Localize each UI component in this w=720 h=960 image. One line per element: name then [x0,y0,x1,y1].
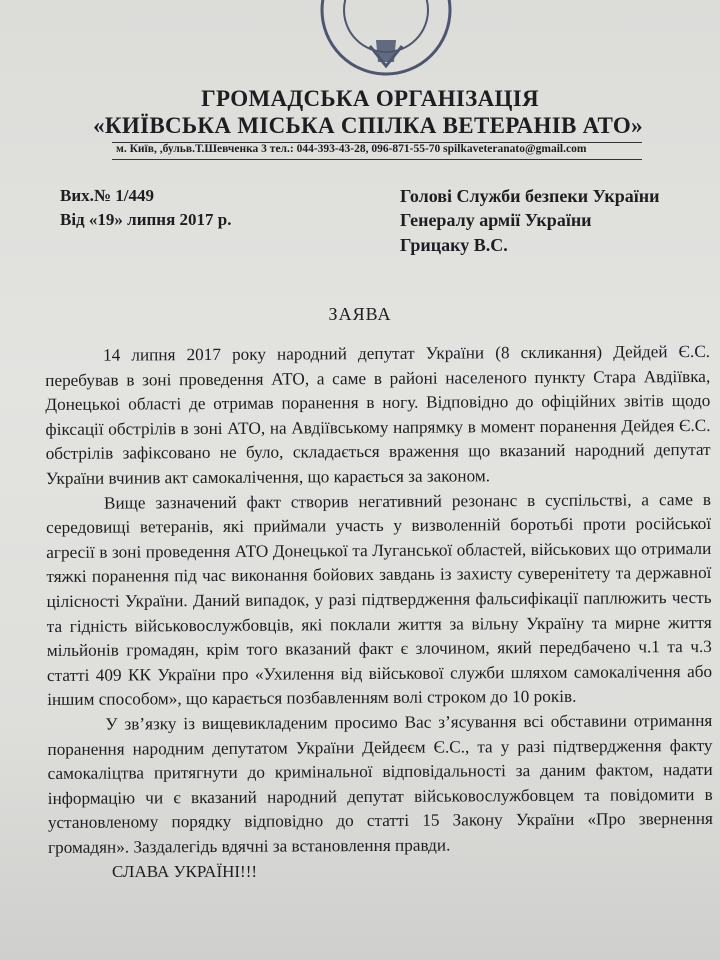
org-name-line2: «КИЇВСЬКА МІСЬКА СПІЛКА ВЕТЕРАНІВ АТО» [93,113,643,138]
addressee-line1: Голові Служби безпеки України [400,186,660,206]
paragraph-3: У зв’язку із вищевикладеним просимо Вас з’ясування всі обставини отримання поранення народним депутатом України Дейдеєм Є.С., та у разі підтвердження факту самокаліцтва притягнути до кримінальної відповідальності за даним фактом, надати інформацію чи є вказаний народний депутат військовослужбовцем та повідомити в установленому порядку відповідно до статті 15 Закону України «Про звернення громадян». Заздалегідь вдячні за встановлення правди. [47,710,713,857]
addressee-line3: Грицаку В.С. [400,235,508,255]
org-name-line1: ГРОМАДСЬКА ОРГАНІЗАЦІЯ [201,86,539,111]
document-title: ЗАЯВА [328,304,392,324]
organization-seal [318,0,454,78]
org-contact-address: м. Київ, ,бульв.Т.Шевченка 3 тел.: 044-393-43-28, 096-871-55-70 spilkaveteranato@gmail.com [116,143,587,155]
paragraph-2: Вище зазначений факт створив негативний резонанс в суспільстві, а саме в середовищі ветеранів, які приймали участь у визволенній боротьбі проти російської агресії в зоні проведення АТО Донецької та Луганської областей, військових що отримали тяжкі поранення під час виконання бойових завдань із захисту суверенітету та державної цілісності України. Даний випадок, у разі підтвердження фальсифікації паплюжить честь та гідність військовослужбовців, які поклали життя за вільну Україну та мирне життя мільйонів громадян, крім того вказаний факт є злочином, який передбачено ч.1 та ч.3 статті 409 КК України про «Ухилення від військової служби шляхом самокалічення або іншим способом», що карається позбавленням волі строком до 10 років. [46,489,713,710]
addressee-line2: Генералу армії України [400,210,592,230]
statement-body [45,340,713,861]
paragraph-1: 14 липня 2017 року народний депутат України (8 скликання) Дейдей Є.С. перебував в зоні проведення АТО, а саме в районі населеного пункту Стара Авдіївка, Донецькоі області де отримав поранення в ногу. Відповідно до офіційних звітів щодо фіксації обстрілів в зоні АТО, на Авдіївському напрямку в момент поранення Дейдея Є.С. обстрілів зафіксовано не було, складається враження що вказаний народний депутат України вчинив акт самокалічення, що карається за законом. [45,341,711,488]
letter-date: Від «19» липня 2017 р. [60,210,232,229]
closing-slogan: СЛАВА УКРАЇНІ!!! [112,862,258,881]
header-divider-bottom [112,159,642,160]
outgoing-number: Вих.№ 1/449 [60,186,154,205]
